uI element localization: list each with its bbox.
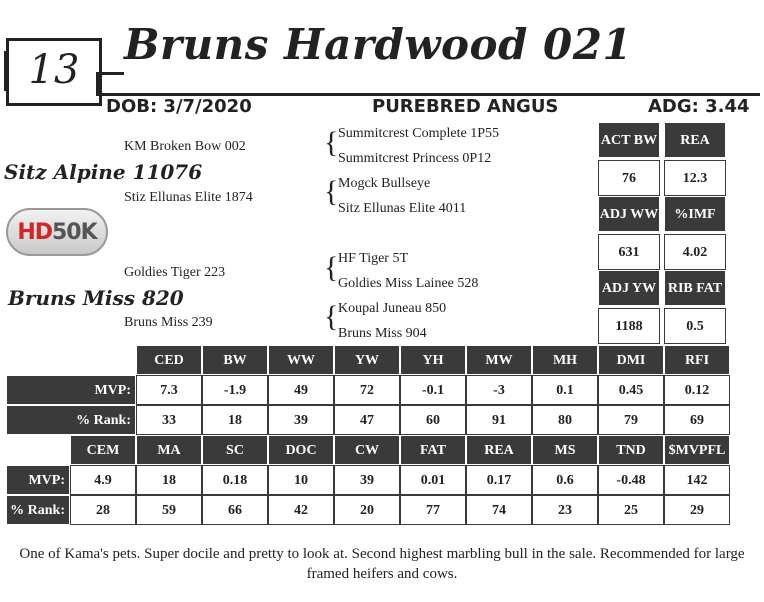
epd-mvp-value: -1.9 bbox=[202, 375, 268, 405]
sire-dam-sire: Mogck Bullseye bbox=[338, 176, 431, 191]
epd-mvp-value: 10 bbox=[268, 465, 334, 495]
row-label-rank: % Rank: bbox=[6, 405, 136, 435]
epd-rank-value: 29 bbox=[664, 495, 730, 525]
stat-value: 0.5 bbox=[664, 308, 726, 344]
epd-header: CED bbox=[136, 345, 202, 375]
epd-mvp-value: 0.6 bbox=[532, 465, 598, 495]
epd-mvp-value: 18 bbox=[136, 465, 202, 495]
stat-value: 12.3 bbox=[664, 160, 726, 196]
epd-rank-value: 80 bbox=[532, 405, 598, 435]
info-underline bbox=[96, 93, 760, 96]
epd-mvp-value: -0.48 bbox=[598, 465, 664, 495]
epd-mvp-value: -0.1 bbox=[400, 375, 466, 405]
sire-dam-dam: Sitz Ellunas Elite 4011 bbox=[338, 201, 467, 216]
epd-mvp-value: 39 bbox=[334, 465, 400, 495]
hd50k-logo bbox=[6, 208, 108, 256]
logo-hd: HD bbox=[17, 220, 52, 245]
sire-sire-sire: Summitcrest Complete 1P55 bbox=[338, 126, 499, 141]
row-label-mvp: MVP: bbox=[6, 375, 136, 405]
stat-label: ACT BW bbox=[598, 122, 660, 158]
stat-value: 4.02 bbox=[664, 234, 726, 270]
stat-value: 631 bbox=[598, 234, 660, 270]
bull-name: Bruns Hardwood 021 bbox=[124, 20, 633, 69]
epd-rank-value: 77 bbox=[400, 495, 466, 525]
epd-mvp-value: 0.01 bbox=[400, 465, 466, 495]
epd-header: MH bbox=[532, 345, 598, 375]
epd-rank-value: 33 bbox=[136, 405, 202, 435]
epd-rank-value: 42 bbox=[268, 495, 334, 525]
epd-rank-value: 66 bbox=[202, 495, 268, 525]
brace-icon: { bbox=[324, 251, 339, 284]
bull-notes: One of Kama's pets. Super docile and pretty to look at. Second highest marbling bull in the sale. Recommended for large framed heifers and cows. bbox=[19, 546, 745, 582]
epd-mvp-value: 0.17 bbox=[466, 465, 532, 495]
epd-rank-value: 18 bbox=[202, 405, 268, 435]
stat-label: ADJ WW bbox=[598, 196, 660, 232]
breed-label: PUREBRED ANGUS bbox=[372, 96, 559, 117]
dam-sire-dam: Goldies Miss Lainee 528 bbox=[338, 276, 479, 291]
epd-header: DOC bbox=[268, 435, 334, 465]
epd-rank-value: 25 bbox=[598, 495, 664, 525]
dam-dam-sire: Koupal Juneau 850 bbox=[338, 301, 447, 316]
epd-mvp-value: 0.18 bbox=[202, 465, 268, 495]
epd-rank-value: 74 bbox=[466, 495, 532, 525]
epd-rank-value: 60 bbox=[400, 405, 466, 435]
epd-mvp-value: -3 bbox=[466, 375, 532, 405]
row-label-rank: % Rank: bbox=[6, 495, 70, 525]
epd-header: YH bbox=[400, 345, 466, 375]
epd-rank-value: 20 bbox=[334, 495, 400, 525]
sire-dam: Stiz Ellunas Elite 1874 bbox=[124, 190, 253, 205]
epd-header: YW bbox=[334, 345, 400, 375]
dam-name: Bruns Miss 820 bbox=[8, 286, 184, 310]
epd-header: MS bbox=[532, 435, 598, 465]
epd-mvp-value: 0.12 bbox=[664, 375, 730, 405]
epd-header: WW bbox=[268, 345, 334, 375]
dob-label: DOB: 3/7/2020 bbox=[106, 96, 252, 117]
logo-50k: 50K bbox=[52, 220, 97, 245]
dam-dam-dam: Bruns Miss 904 bbox=[338, 326, 427, 341]
lot-number-box bbox=[6, 38, 102, 106]
sire-name: Sitz Alpine 11076 bbox=[4, 160, 203, 184]
stat-value: 1188 bbox=[598, 308, 660, 344]
brace-icon: { bbox=[324, 300, 339, 333]
adg-label: ADG: 3.44 bbox=[648, 96, 750, 117]
row-label-mvp: MVP: bbox=[6, 465, 70, 495]
epd-header: MA bbox=[136, 435, 202, 465]
epd-header: MW bbox=[466, 345, 532, 375]
epd-header: CW bbox=[334, 435, 400, 465]
stat-label: %IMF bbox=[664, 196, 726, 232]
dam-dam: Bruns Miss 239 bbox=[124, 315, 213, 330]
sire-sire: KM Broken Bow 002 bbox=[124, 139, 246, 154]
epd-header: CEM bbox=[70, 435, 136, 465]
header-rule bbox=[96, 72, 124, 75]
epd-header: RFI bbox=[664, 345, 730, 375]
epd-mvp-value: 7.3 bbox=[136, 375, 202, 405]
epd-header: FAT bbox=[400, 435, 466, 465]
epd-rank-value: 28 bbox=[70, 495, 136, 525]
sire-sire-dam: Summitcrest Princess 0P12 bbox=[338, 151, 492, 166]
epd-mvp-value: 72 bbox=[334, 375, 400, 405]
lot-number: 13 bbox=[28, 47, 80, 93]
epd-header: SC bbox=[202, 435, 268, 465]
epd-rank-value: 79 bbox=[598, 405, 664, 435]
epd-header: BW bbox=[202, 345, 268, 375]
epd-header: TND bbox=[598, 435, 664, 465]
epd-rank-value: 39 bbox=[268, 405, 334, 435]
epd-mvp-value: 4.9 bbox=[70, 465, 136, 495]
epd-header: $MVPFL bbox=[664, 435, 730, 465]
stat-label: REA bbox=[664, 122, 726, 158]
epd-mvp-value: 49 bbox=[268, 375, 334, 405]
epd-mvp-value: 142 bbox=[664, 465, 730, 495]
stat-label: RIB FAT bbox=[664, 270, 726, 306]
stat-value: 76 bbox=[598, 160, 660, 196]
epd-rank-value: 69 bbox=[664, 405, 730, 435]
epd-rank-value: 59 bbox=[136, 495, 202, 525]
epd-header: DMI bbox=[598, 345, 664, 375]
brace-icon: { bbox=[324, 126, 339, 159]
epd-rank-value: 47 bbox=[334, 405, 400, 435]
epd-header: REA bbox=[466, 435, 532, 465]
epd-rank-value: 91 bbox=[466, 405, 532, 435]
dam-sire-sire: HF Tiger 5T bbox=[338, 251, 409, 266]
epd-mvp-value: 0.1 bbox=[532, 375, 598, 405]
epd-rank-value: 23 bbox=[532, 495, 598, 525]
brace-icon: { bbox=[324, 175, 339, 208]
epd-mvp-value: 0.45 bbox=[598, 375, 664, 405]
dam-sire: Goldies Tiger 223 bbox=[124, 265, 226, 280]
stat-label: ADJ YW bbox=[598, 270, 660, 306]
